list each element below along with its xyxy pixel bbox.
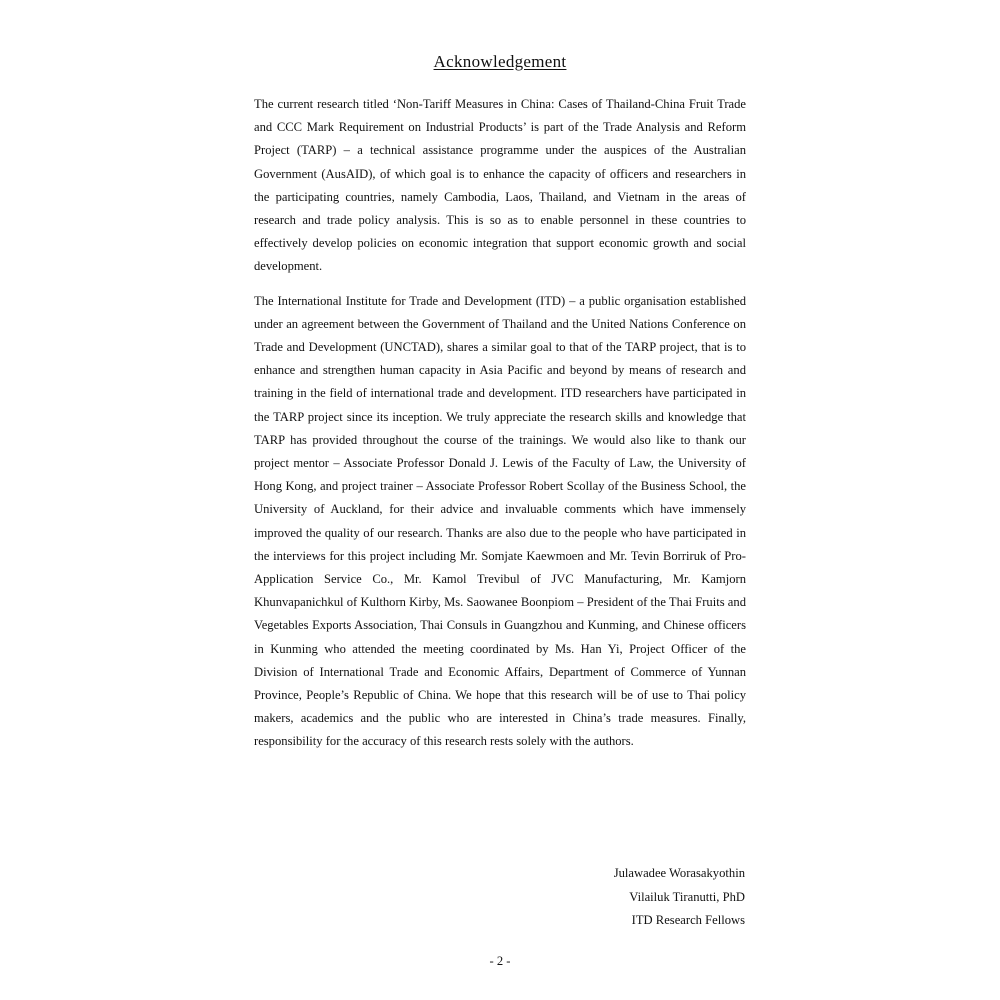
signature-role: ITD Research Fellows xyxy=(631,913,745,927)
signature-author-2: Vilailuk Tiranutti, PhD xyxy=(629,889,745,904)
paragraph-tarp-intro: The current research titled ‘Non-Tariff Measures in China: Cases of Thailand-China Fruit Trade and CCC Mark Requirement on Industrial Products’ is part of the Trade Analysis and Reform Project (TARP) – a technical assistance programme under the auspices of the Australian Government (AusAID), of which goal is to enhance the capacity of officers and researchers in the participating countries, namely Cambodia, Laos, Thailand, and Vietnam in the areas of research and trade policy analysis. This is so as to enable personnel in these countries to effectively develop policies on economic integration that support economic growth and social development. xyxy=(254,97,746,274)
document-body xyxy=(254,93,746,765)
signature-block xyxy=(614,862,745,933)
page-title: Acknowledgement xyxy=(433,52,567,71)
page-number: - 2 - xyxy=(489,954,511,968)
paragraph-itd-thanks: The International Institute for Trade and Development (ITD) – a public organisation established under an agreement between the Government of Thailand and the United Nations Conference on Trade and Development (UNCTAD), shares a similar goal to that of the TARP project, that is to enhance and strengthen human capacity in Asia Pacific and beyond by means of research and training in the field of international trade and development. ITD researchers have participated in the TARP project since its inception. We truly appreciate the research skills and knowledge that TARP has provided throughout the course of the trainings. We would also like to thank our project mentor – Associate Professor Donald J. Lewis of the Faculty of Law, the University of Hong Kong, and project trainer – Associate Professor Robert Scollay of the Business School, the University of Auckland, for their advice and invaluable comments which have immensely improved the quality of our research. Thanks are also due to the people who have participated in the interviews for this project including Mr. Somjate Kaewmoen and Mr. Tevin Borriruk of Pro-Application Service Co., Mr. Kamol Trevibul of JVC Manufacturing, Mr. Kamjorn Khunvapanichkul of Kulthorn Kirby, Ms. Saowanee Boonpiom – President of the Thai Fruits and Vegetables Exports Association, Thai Consuls in Guangzhou and Kunming, and Chinese officers in Kunming who attended the meeting coordinated by Ms. Han Yi, Project Officer of the Division of International Trade and Economic Affairs, Department of Commerce of Yunnan Province, People’s Republic of China. We hope that this research will be of use to Thai policy makers, academics and the public who are interested in China’s trade measures. Finally, responsibility for the accuracy of this research rests solely with the authors. xyxy=(254,293,746,749)
signature-author-1: Julawadee Worasakyothin xyxy=(613,866,745,880)
